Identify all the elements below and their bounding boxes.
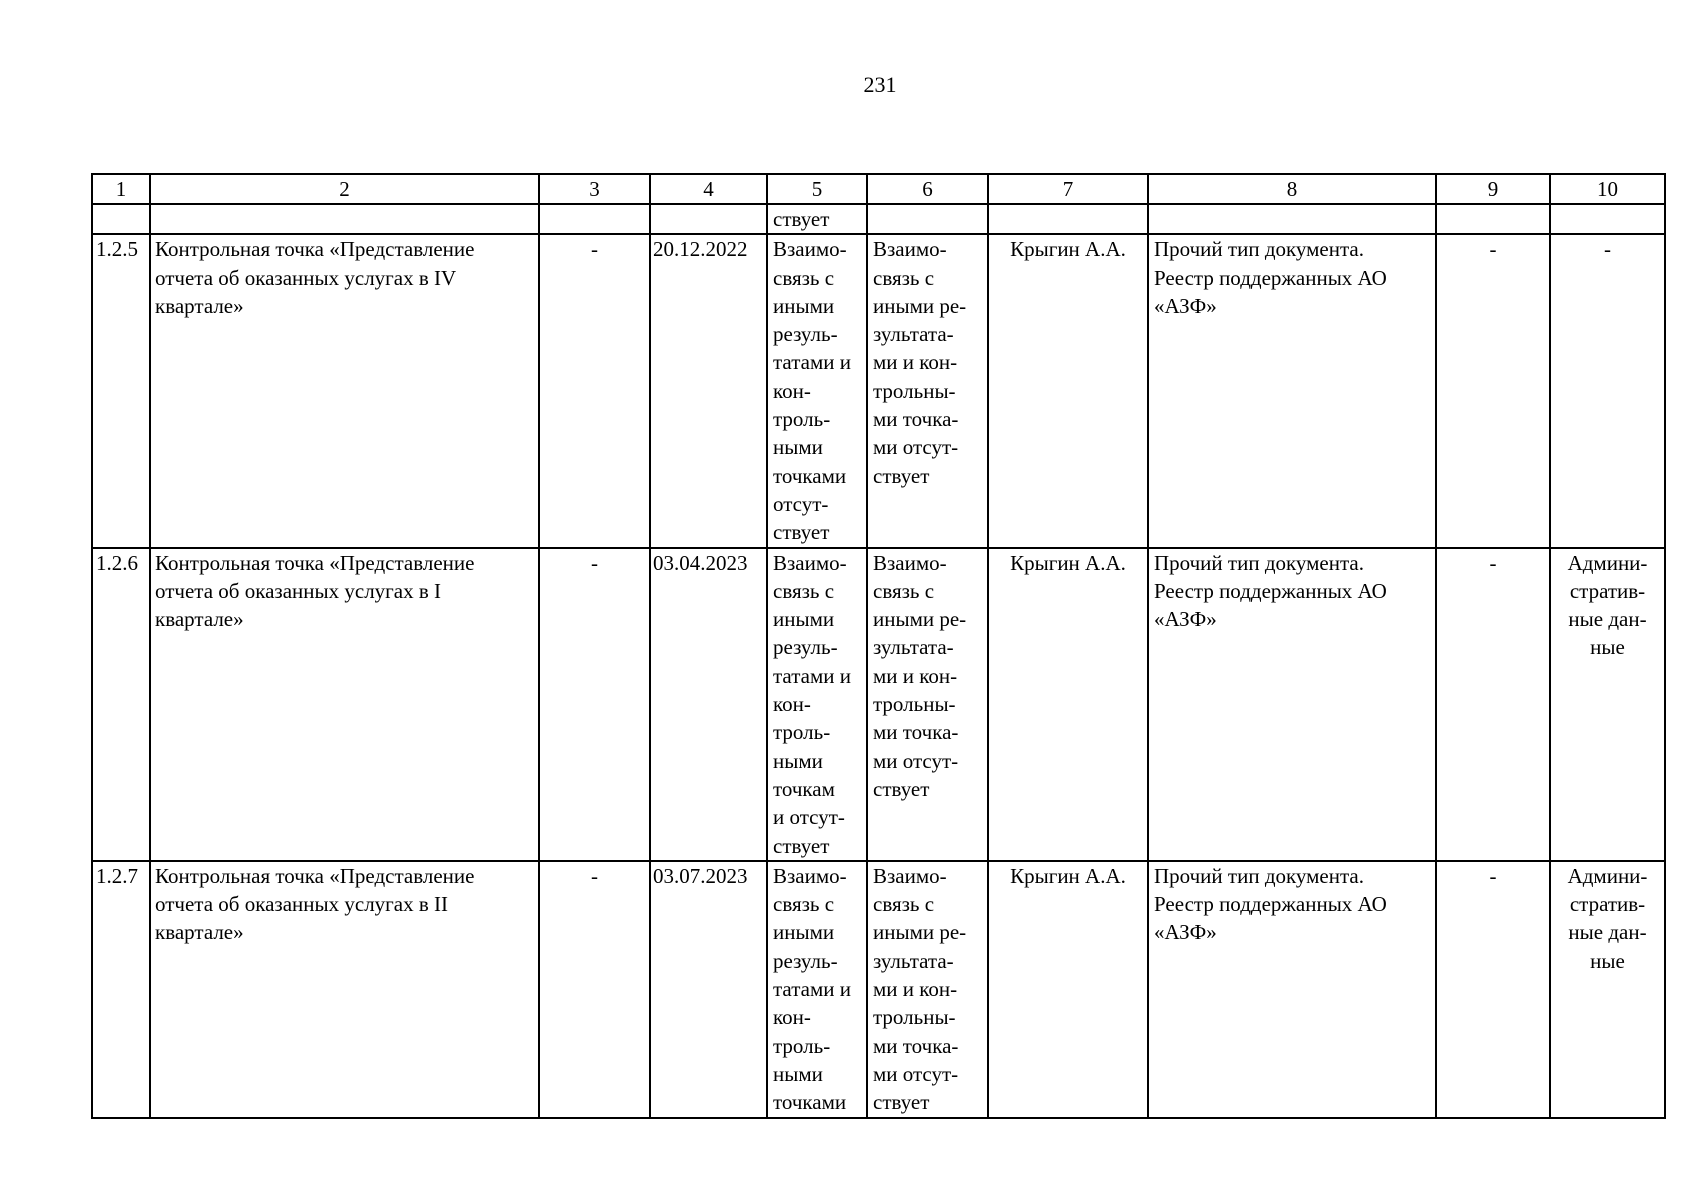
empty-cell — [867, 204, 988, 234]
continuation-row — [92, 204, 1665, 234]
empty-cell — [539, 204, 650, 234]
relation-checkpoints-cell: Взаимо- связь с иными ре- зультата- ми и кон- трольны- ми точка- ми отсут- ствует — [867, 861, 988, 1118]
due-date: 03.07.2023 — [650, 861, 767, 1118]
column-number: 9 — [1436, 174, 1550, 204]
column-number: 2 — [150, 174, 539, 204]
column-10-value: Админи- стратив- ные дан- ные — [1550, 861, 1665, 1118]
item-name: Контрольная точка «Представление отчета об оказанных услугах в II квартале» — [150, 861, 539, 1118]
relation-results-cell: ствует — [767, 204, 867, 234]
column-number-row — [92, 174, 1665, 204]
column-10-value: - — [1550, 234, 1665, 547]
relation-checkpoints-cell: Взаимо- связь с иными ре- зультата- ми и кон- трольны- ми точка- ми отсут- ствует — [867, 548, 988, 861]
column-3-value: - — [539, 548, 650, 861]
column-number: 5 — [767, 174, 867, 204]
column-9-value: - — [1436, 548, 1550, 861]
column-number: 4 — [650, 174, 767, 204]
column-number: 8 — [1148, 174, 1436, 204]
document-type: Прочий тип документа. Реестр поддержанных АО «АЗФ» — [1148, 234, 1436, 547]
table-row — [92, 861, 1665, 1118]
column-number: 7 — [988, 174, 1148, 204]
plan-table — [91, 173, 1666, 1119]
responsible-person: Крыгин А.А. — [988, 234, 1148, 547]
empty-cell — [988, 204, 1148, 234]
table-row — [92, 548, 1665, 861]
column-number: 1 — [92, 174, 150, 204]
item-name: Контрольная точка «Представление отчета об оказанных услугах в IV квартале» — [150, 234, 539, 547]
item-name: Контрольная точка «Представление отчета об оказанных услугах в I квартале» — [150, 548, 539, 861]
item-number: 1.2.7 — [92, 861, 150, 1118]
relation-checkpoints-cell: Взаимо- связь с иными ре- зультата- ми и кон- трольны- ми точка- ми отсут- ствует — [867, 234, 988, 547]
item-number: 1.2.5 — [92, 234, 150, 547]
column-3-value: - — [539, 861, 650, 1118]
document-type: Прочий тип документа. Реестр поддержанных АО «АЗФ» — [1148, 861, 1436, 1118]
column-9-value: - — [1436, 861, 1550, 1118]
empty-cell — [92, 204, 150, 234]
empty-cell — [1148, 204, 1436, 234]
due-date: 20.12.2022 — [650, 234, 767, 547]
column-3-value: - — [539, 234, 650, 547]
column-number: 6 — [867, 174, 988, 204]
responsible-person: Крыгин А.А. — [988, 548, 1148, 861]
empty-cell — [150, 204, 539, 234]
page-number: 231 — [863, 72, 897, 97]
column-9-value: - — [1436, 234, 1550, 547]
relation-results-cell: Взаимо- связь с иными резуль- татами и кон- троль- ными точками — [767, 861, 867, 1118]
due-date: 03.04.2023 — [650, 548, 767, 861]
item-number: 1.2.6 — [92, 548, 150, 861]
column-number: 3 — [539, 174, 650, 204]
empty-cell — [1436, 204, 1550, 234]
responsible-person: Крыгин А.А. — [988, 861, 1148, 1118]
column-number: 10 — [1550, 174, 1665, 204]
document-type: Прочий тип документа. Реестр поддержанных АО «АЗФ» — [1148, 548, 1436, 861]
empty-cell — [1550, 204, 1665, 234]
relation-results-cell: Взаимо- связь с иными резуль- татами и кон- троль- ными точкам и отсут- ствует — [767, 548, 867, 861]
table-row — [92, 234, 1665, 547]
empty-cell — [650, 204, 767, 234]
column-10-value: Админи- стратив- ные дан- ные — [1550, 548, 1665, 861]
relation-results-cell: Взаимо- связь с иными резуль- татами и кон- троль- ными точками отсут- ствует — [767, 234, 867, 547]
